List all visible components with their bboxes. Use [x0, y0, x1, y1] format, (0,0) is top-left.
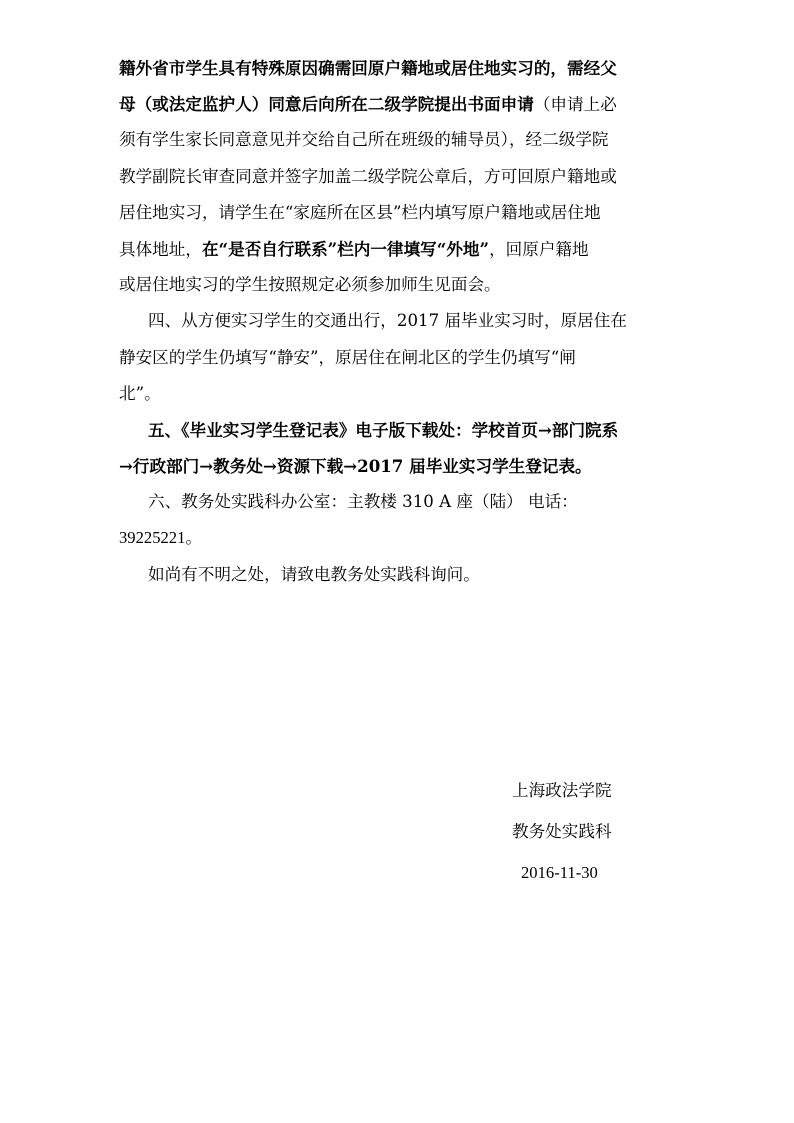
- document-body: [119, 56, 684, 599]
- paragraph-6-line-2: [119, 526, 684, 550]
- paragraph-7-line-1: [119, 563, 684, 587]
- paragraph-5-line-1: [119, 418, 684, 442]
- text-span: 具体地址，: [119, 239, 202, 259]
- signature-date: 2016-11-30: [521, 863, 598, 882]
- text-span: 籍外省市学生具有特殊原因确需回原户籍地或居住地实习的，需经父: [119, 58, 617, 78]
- paragraph-5-line-2: [119, 454, 684, 478]
- paragraph-3-line-6: [119, 237, 684, 261]
- text-span: 六、教务处实践科办公室：主教楼 310 A 座（陆） 电话：: [148, 492, 578, 512]
- text-span: 须有学生家长同意意见并交给自己所在班级的辅导员），经二级学院: [119, 130, 609, 150]
- paragraph-4-line-1: [119, 309, 684, 333]
- text-span: 教学副院长审查同意并签字加盖二级学院公章后，方可回原户籍地或: [119, 166, 617, 186]
- text-span: 五、《毕业实习学生登记表》电子版下载处：学校首页→部门院系: [148, 419, 619, 440]
- paragraph-3-line-3: [119, 128, 684, 152]
- phone-number: 39225221。: [119, 528, 202, 548]
- text-span: 居住地实习，请学生在“家庭所在区县”栏内填写原户籍地或居住地: [119, 202, 601, 222]
- text-span: ，回原户籍地: [489, 239, 589, 259]
- text-span-bold: 母（或法定监护人）同意后向所在二级学院提出书面申请: [119, 94, 534, 115]
- paragraph-4-line-2: [119, 346, 684, 370]
- paragraph-4-line-3: [119, 382, 684, 406]
- text-span: 或居住地实习的学生按照规定必须参加师生见面会。: [119, 275, 501, 295]
- text-span: 如尚有不明之处，请致电教务处实践科询问。: [148, 564, 480, 584]
- text-span: 四、从方便实习学生的交通出行，2017 届毕业实习时，原居住在: [148, 311, 627, 331]
- text-span: 北”。: [119, 383, 161, 403]
- paragraph-3-line-2: [119, 92, 684, 116]
- text-span: （申请上必: [533, 95, 617, 115]
- text-span: →行政部门→教务处→资源下载→2017 届毕业实习学生登记表。: [119, 456, 592, 477]
- paragraph-3-line-5: [119, 201, 684, 225]
- text-span: 静安区的学生仍填写“静安”，原居住在闸北区的学生仍填写“闸: [119, 347, 576, 367]
- paragraph-3-line-7: [119, 273, 684, 297]
- signature-organization: 上海政法学院: [512, 781, 612, 800]
- text-span-bold: 在“是否自行联系”栏内一律填写“外地”: [201, 238, 490, 259]
- paragraph-3-line-4: [119, 165, 684, 189]
- signature-department: 教务处实践科: [512, 822, 612, 841]
- paragraph-6-line-1: [119, 490, 684, 514]
- paragraph-3-line-1: [119, 56, 684, 80]
